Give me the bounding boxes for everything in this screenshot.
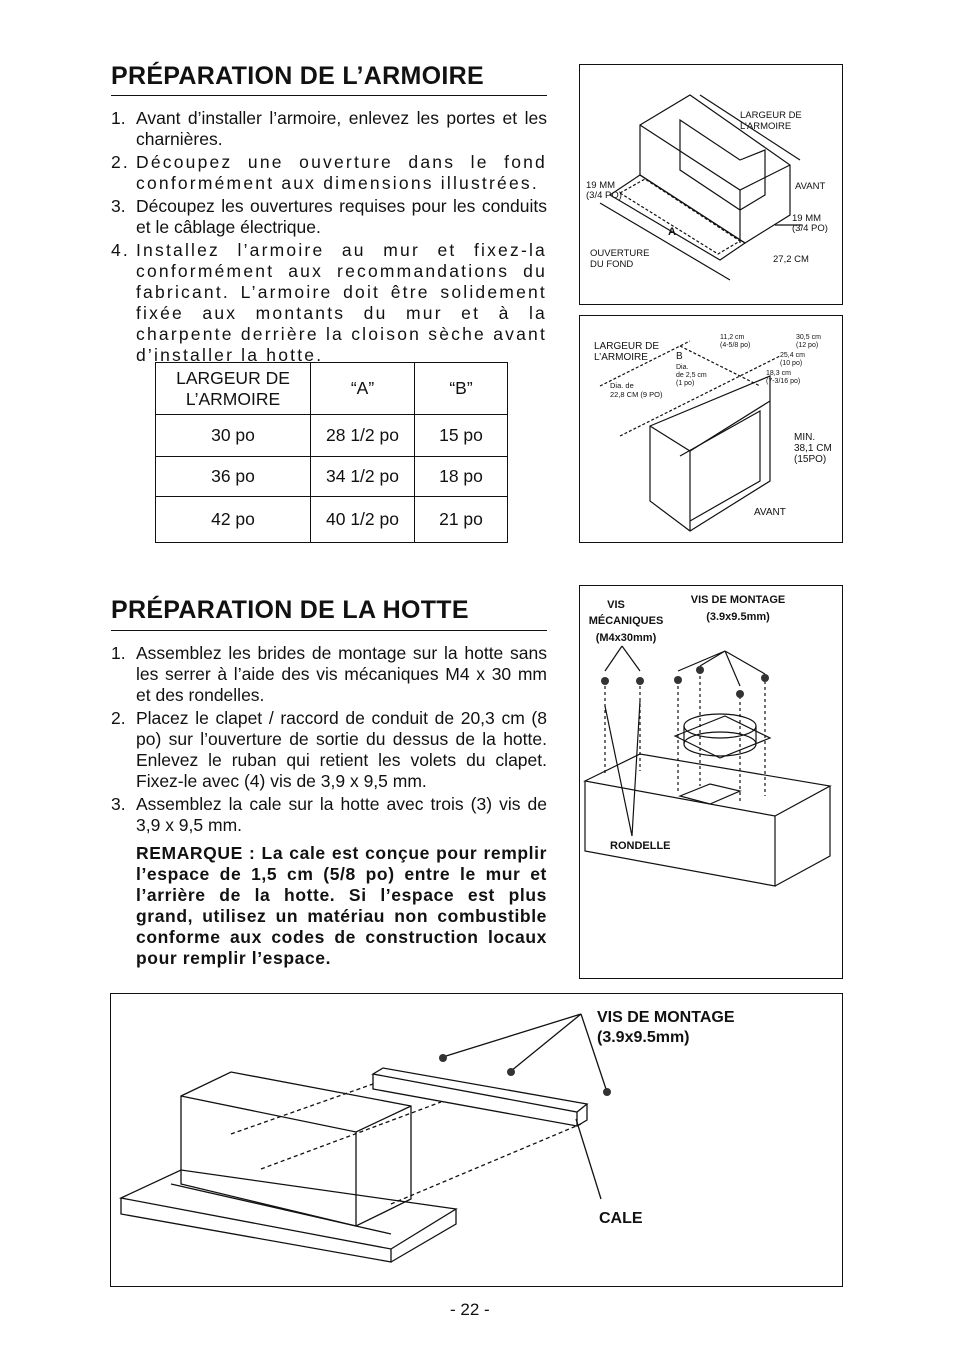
table-header: LARGEUR DE L’ARMOIRE <box>156 363 311 415</box>
svg-text:L’ARMOIRE: L’ARMOIRE <box>594 352 648 363</box>
cabinet-opening-drawing <box>580 65 842 304</box>
svg-text:11,2 cm: 11,2 cm <box>720 334 745 341</box>
table-cell: 28 1/2 po <box>311 415 415 457</box>
svg-text:30,5 cm: 30,5 cm <box>796 334 821 341</box>
table-cell: 36 po <box>156 457 311 497</box>
table-header: “B” <box>415 363 508 415</box>
svg-text:38,1 CM: 38,1 CM <box>794 443 832 454</box>
svg-text:(3/4 PO): (3/4 PO) <box>586 190 622 201</box>
hotte-step-2: 2. Placez le clapet / raccord de conduit de 20,3 cm (8 po) sur l’ouverture de sortie du dessus de la hotte. Enlevez le ruban qui retient les volets du clapet. Fixez-le avec (4) vis de 3,9 x 9,5 mm. <box>111 708 547 791</box>
svg-text:(3.9x9.5mm): (3.9x9.5mm) <box>597 1029 690 1046</box>
svg-text:(3.9x9.5mm): (3.9x9.5mm) <box>706 611 770 623</box>
table-header: “A” <box>311 363 415 415</box>
armoire-step-4: 4. Installez l’armoire au mur et fixez-la conformément aux recommandations du fabricant. L’armoire doit être solidement fixée aux montants du mur et à la charpente derrière la cloison sèche avant d’installer la hotte. <box>111 240 547 365</box>
table-row <box>156 497 508 543</box>
svg-text:DU FOND: DU FOND <box>590 259 634 270</box>
svg-text:(12 po): (12 po) <box>796 342 819 349</box>
svg-text:25,4 cm: 25,4 cm <box>780 352 805 359</box>
svg-text:LARGEUR DE: LARGEUR DE <box>594 341 660 352</box>
figure-cabinet-dimensions <box>579 315 843 543</box>
fig1-largeur: LARGEUR DE <box>740 110 802 121</box>
svg-text:Dia.: Dia. <box>676 364 689 371</box>
svg-text:MIN.: MIN. <box>794 432 816 443</box>
table-cell: 34 1/2 po <box>311 457 415 497</box>
svg-text:VIS DE MONTAGE: VIS DE MONTAGE <box>690 594 786 606</box>
armoire-step-1: 1. Avant d’installer l’armoire, enlevez les portes et les charnières. <box>111 108 547 149</box>
table-cell: 15 po <box>415 415 508 457</box>
shim-assembly-drawing <box>111 994 842 1286</box>
svg-text:(15PO): (15PO) <box>794 454 827 465</box>
svg-text:MÉCANIQUES: MÉCANIQUES <box>588 615 664 627</box>
hotte-steps <box>111 643 547 838</box>
svg-text:19 MM: 19 MM <box>792 213 822 224</box>
svg-text:de 2,5 cm: de 2,5 cm <box>676 372 707 379</box>
svg-text:OUVERTURE: OUVERTURE <box>590 248 650 259</box>
svg-text:VIS: VIS <box>607 599 625 611</box>
svg-text:VIS DE MONTAGE: VIS DE MONTAGE <box>597 1009 735 1026</box>
table-row <box>156 415 508 457</box>
svg-text:(10 po): (10 po) <box>780 360 803 367</box>
remarque-note: REMARQUE : La cale est conçue pour remplir l’espace de 1,5 cm (5/8 po) entre le mur et l’arrière de la hotte. Si l’espace est plus grand, utilisez un matériau non combustible conforme aux codes de construction locaux pour remplir l’espace. <box>136 843 547 968</box>
table-cell: 30 po <box>156 415 311 457</box>
svg-text:Dia. de: Dia. de <box>610 381 634 390</box>
title-underline <box>111 95 547 96</box>
svg-text:(3/4 PO): (3/4 PO) <box>792 223 828 234</box>
armoire-steps <box>111 108 547 368</box>
svg-text:AVANT: AVANT <box>754 507 786 518</box>
svg-text:(1 po): (1 po) <box>676 380 695 387</box>
svg-text:L’ARMOIRE: L’ARMOIRE <box>740 121 792 132</box>
svg-text:18,3 cm: 18,3 cm <box>766 370 791 377</box>
table-cell: 42 po <box>156 497 311 543</box>
hotte-step-1: 1. Assemblez les brides de montage sur la hotte sans les serrer à l’aide des vis mécaniques M4 x 30 mm et des rondelles. <box>111 643 547 705</box>
svg-text:B: B <box>676 351 683 362</box>
figure-hood-screws <box>579 585 843 979</box>
svg-text:A: A <box>668 226 676 238</box>
svg-text:22,8 CM (9 PO): 22,8 CM (9 PO) <box>610 390 663 399</box>
armoire-step-3: 3. Découpez les ouvertures requises pour les conduits et le câblage électrique. <box>111 196 547 237</box>
svg-text:27,2 CM: 27,2 CM <box>773 254 809 265</box>
hood-screws-drawing <box>580 586 842 978</box>
title-underline <box>111 630 547 631</box>
svg-text:RONDELLE: RONDELLE <box>610 840 671 852</box>
svg-text:CALE: CALE <box>599 1210 643 1227</box>
svg-text:19 MM: 19 MM <box>586 180 616 191</box>
table-cell: 21 po <box>415 497 508 543</box>
armoire-step-2: 2. Découpez une ouverture dans le fond conformément aux dimensions illustrées. <box>111 152 547 193</box>
svg-text:AVANT: AVANT <box>795 181 826 192</box>
dimensions-table <box>155 362 508 543</box>
hotte-step-3: 3. Assemblez la cale sur la hotte avec trois (3) vis de 3,9 x 9,5 mm. <box>111 794 547 835</box>
section-title-hotte: PRÉPARATION DE LA HOTTE <box>111 596 469 624</box>
cabinet-dimensions-drawing <box>580 316 842 542</box>
svg-text:(M4x30mm): (M4x30mm) <box>595 632 657 644</box>
table-row <box>156 457 508 497</box>
figure-shim-assembly <box>110 993 843 1287</box>
section-title-armoire: PRÉPARATION DE L’ARMOIRE <box>111 62 484 90</box>
page-number: - 22 - <box>450 1300 490 1319</box>
svg-text:(7-3/16 po): (7-3/16 po) <box>766 378 801 385</box>
table-cell: 18 po <box>415 457 508 497</box>
figure-cabinet-opening <box>579 64 843 305</box>
svg-text:(4-5/8 po): (4-5/8 po) <box>720 342 751 349</box>
table-cell: 40 1/2 po <box>311 497 415 543</box>
